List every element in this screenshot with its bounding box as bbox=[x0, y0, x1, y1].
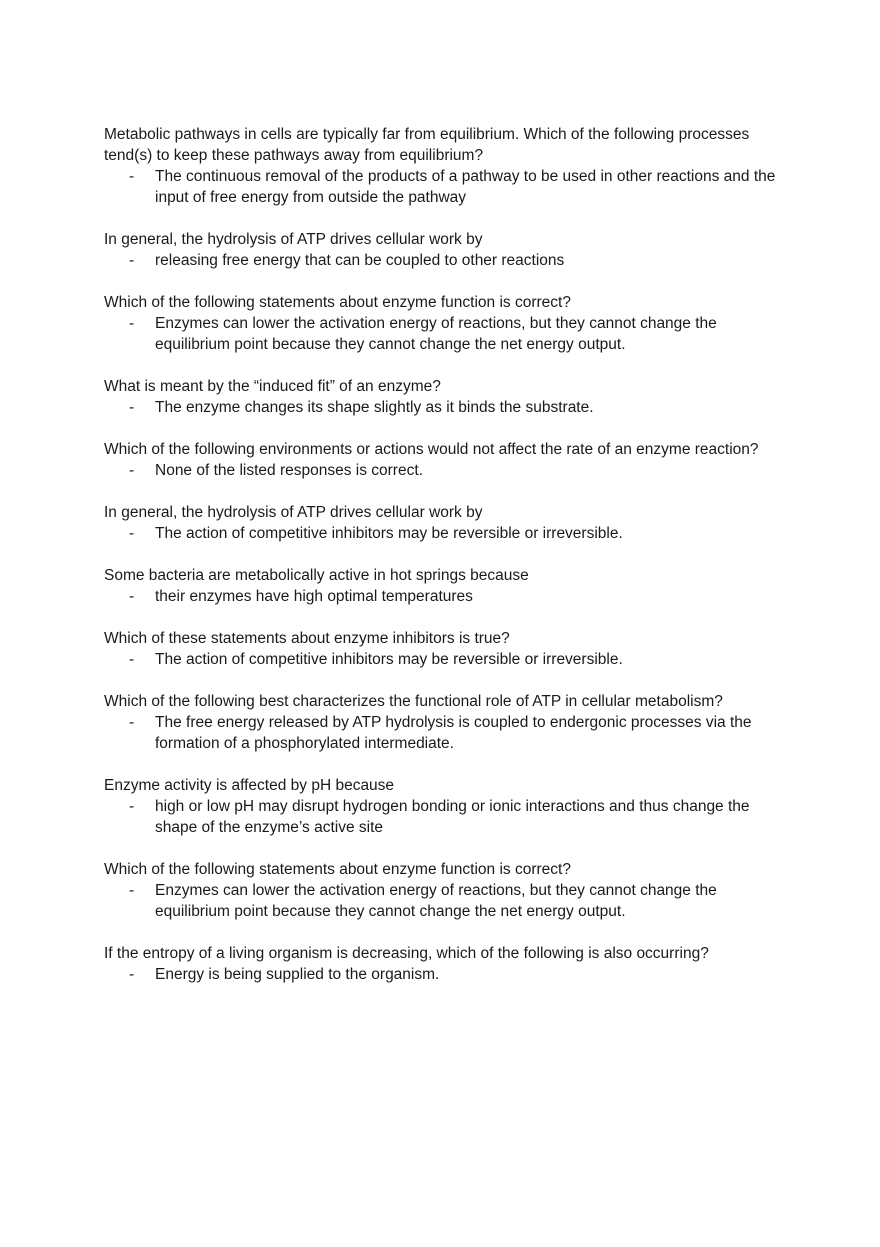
dash-bullet: - bbox=[129, 798, 135, 815]
answer-item bbox=[104, 250, 794, 271]
dash-bullet: - bbox=[129, 966, 135, 983]
qa-item-3 bbox=[104, 292, 794, 355]
answer-text: their enzymes have high optimal temperatures bbox=[155, 588, 473, 605]
answer-item bbox=[104, 397, 794, 418]
answer-item bbox=[104, 712, 794, 754]
answer-list bbox=[104, 313, 794, 355]
qa-item-8 bbox=[104, 628, 794, 670]
dash-bullet: - bbox=[129, 462, 135, 479]
document-page bbox=[104, 124, 794, 1006]
question-text: Which of the following statements about enzyme function is correct? bbox=[104, 294, 571, 311]
qa-item-2 bbox=[104, 229, 794, 271]
question-text: What is meant by the “induced fit” of an enzyme? bbox=[104, 378, 441, 395]
qa-item-11 bbox=[104, 859, 794, 922]
question-text: Some bacteria are metabolically active in hot springs because bbox=[104, 567, 529, 584]
answer-list bbox=[104, 649, 794, 670]
answer-list bbox=[104, 586, 794, 607]
answer-item bbox=[104, 964, 794, 985]
qa-item-1 bbox=[104, 124, 794, 208]
answer-list bbox=[104, 964, 794, 985]
dash-bullet: - bbox=[129, 252, 135, 269]
question-text: Which of the following environments or actions would not affect the rate of an enzyme reaction? bbox=[104, 441, 759, 458]
answer-text: None of the listed responses is correct. bbox=[155, 462, 423, 479]
answer-list bbox=[104, 523, 794, 544]
qa-item-10 bbox=[104, 775, 794, 838]
answer-item bbox=[104, 313, 794, 355]
answer-text: The action of competitive inhibitors may be reversible or irreversible. bbox=[155, 651, 623, 668]
answer-text: The free energy released by ATP hydrolysis is coupled to endergonic processes via the formation of a phosphorylated intermediate. bbox=[155, 714, 752, 752]
answer-text: Energy is being supplied to the organism. bbox=[155, 966, 440, 983]
qa-item-7 bbox=[104, 565, 794, 607]
question-text: Metabolic pathways in cells are typically far from equilibrium. Which of the following processes tend(s) to keep these pathways away from equilibrium? bbox=[104, 126, 750, 164]
dash-bullet: - bbox=[129, 315, 135, 332]
qa-item-5 bbox=[104, 439, 794, 481]
answer-item bbox=[104, 649, 794, 670]
qa-item-6 bbox=[104, 502, 794, 544]
answer-item bbox=[104, 460, 794, 481]
question-text: Enzyme activity is affected by pH because bbox=[104, 777, 395, 794]
question-text: Which of the following statements about enzyme function is correct? bbox=[104, 861, 571, 878]
question-text: In general, the hydrolysis of ATP drives cellular work by bbox=[104, 231, 483, 248]
answer-list bbox=[104, 397, 794, 418]
dash-bullet: - bbox=[129, 882, 135, 899]
answer-text: The continuous removal of the products of a pathway to be used in other reactions and the input of free energy from outside the pathway bbox=[155, 168, 776, 206]
answer-list bbox=[104, 166, 794, 208]
answer-list bbox=[104, 460, 794, 481]
qa-item-12 bbox=[104, 943, 794, 985]
answer-text: Enzymes can lower the activation energy of reactions, but they cannot change the equilibrium point because they cannot change the net energy output. bbox=[155, 882, 717, 920]
dash-bullet: - bbox=[129, 588, 135, 605]
question-text: Which of these statements about enzyme inhibitors is true? bbox=[104, 630, 510, 647]
answer-text: releasing free energy that can be coupled to other reactions bbox=[155, 252, 565, 269]
answer-list bbox=[104, 250, 794, 271]
qa-item-4 bbox=[104, 376, 794, 418]
dash-bullet: - bbox=[129, 525, 135, 542]
question-text: If the entropy of a living organism is decreasing, which of the following is also occurring? bbox=[104, 945, 709, 962]
dash-bullet: - bbox=[129, 714, 135, 731]
question-text: In general, the hydrolysis of ATP drives cellular work by bbox=[104, 504, 483, 521]
answer-text: The enzyme changes its shape slightly as it binds the substrate. bbox=[155, 399, 594, 416]
answer-item bbox=[104, 586, 794, 607]
qa-item-9 bbox=[104, 691, 794, 754]
dash-bullet: - bbox=[129, 168, 135, 185]
answer-text: high or low pH may disrupt hydrogen bonding or ionic interactions and thus change the shape of the enzyme’s active site bbox=[155, 798, 750, 836]
answer-list bbox=[104, 796, 794, 838]
answer-list bbox=[104, 712, 794, 754]
answer-text: Enzymes can lower the activation energy of reactions, but they cannot change the equilibrium point because they cannot change the net energy output. bbox=[155, 315, 717, 353]
answer-item bbox=[104, 880, 794, 922]
answer-text: The action of competitive inhibitors may be reversible or irreversible. bbox=[155, 525, 623, 542]
question-text: Which of the following best characterizes the functional role of ATP in cellular metabolism? bbox=[104, 693, 723, 710]
answer-item bbox=[104, 796, 794, 838]
answer-item bbox=[104, 523, 794, 544]
answer-list bbox=[104, 880, 794, 922]
dash-bullet: - bbox=[129, 399, 135, 416]
answer-item bbox=[104, 166, 794, 208]
dash-bullet: - bbox=[129, 651, 135, 668]
